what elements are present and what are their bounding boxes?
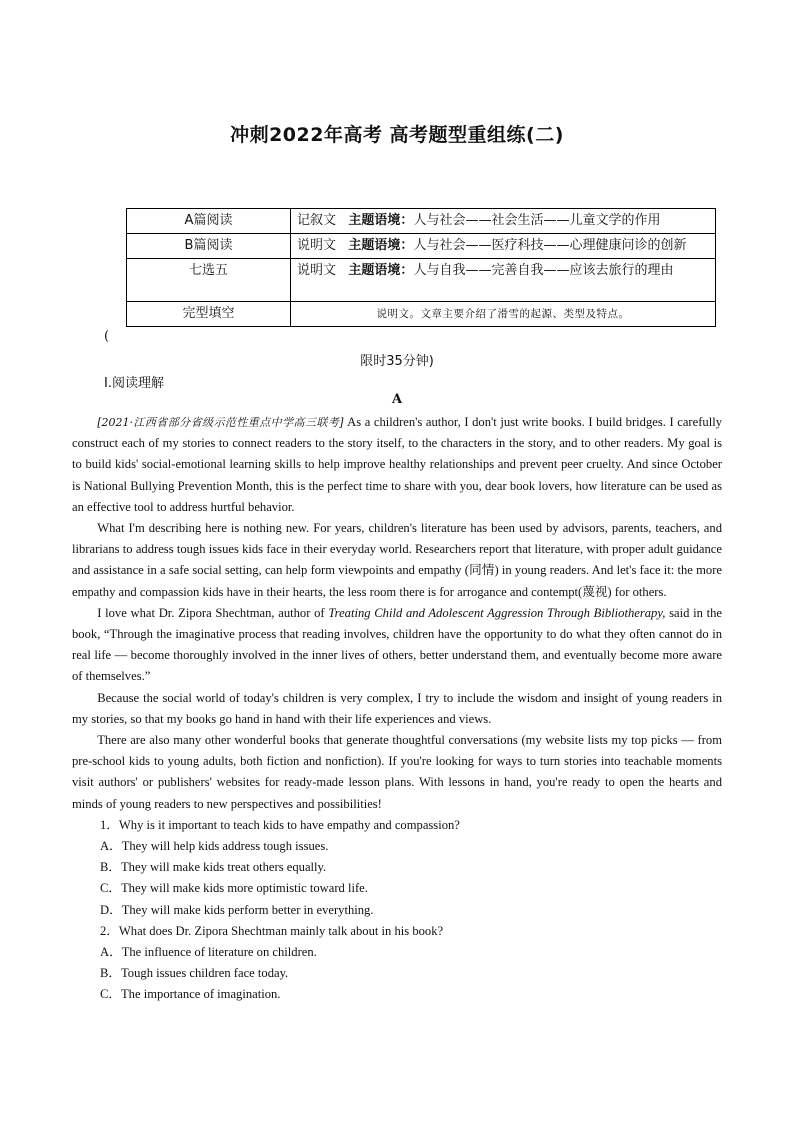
passage-letter: A xyxy=(391,392,403,407)
theme: 人与自我——完善自我——应该去旅行的理由 xyxy=(413,263,674,278)
passage-name: 七选五 xyxy=(127,259,291,302)
page-title: 冲刺2022年高考 高考题型重组练(二) xyxy=(230,124,564,146)
genre: 记叙文 xyxy=(297,213,337,228)
passage-note: 说明文。文章主要介绍了滑雪的起源、类型及特点。 xyxy=(376,308,630,320)
theme-label: 主题语境： xyxy=(348,238,414,253)
passage-overview-table xyxy=(126,208,716,327)
answer-option: B．Tough issues children face today. xyxy=(100,966,289,981)
answer-option: C．They will make kids more optimistic toward life. xyxy=(100,881,368,896)
answer-option: C．The importance of imagination. xyxy=(100,987,281,1002)
theme-label: 主题语境： xyxy=(348,213,414,228)
paragraph: [2021·江西省部分省级示范性重点中学高三联考] As a children's author, I don't just write books. I build bridges. I carefully construct each of my stories to connect readers to the story itself, to the characters in the story, and to other readers. My goal is to build kids' social-emotional learning skills to help improve healthy relationships and prevent peer cruelty. And since October is National Bullying Prevention Month, this is the perfect time to share with you, dear book lovers, how literature can be used as an effective tool to address hurtful behavior. xyxy=(72,415,722,514)
section-heading: Ⅰ.阅读理解 xyxy=(104,376,164,391)
question-stem: 1．Why is it important to teach kids to have empathy and compassion? xyxy=(100,817,460,832)
table-row xyxy=(127,234,716,259)
passage-name: B篇阅读 xyxy=(127,234,291,259)
theme: 人与社会——医疗科技——心理健康问诊的创新 xyxy=(413,238,687,253)
genre: 说明文 xyxy=(297,263,337,278)
passage-source: [2021·江西省部分省级示范性重点中学高三联考] xyxy=(97,416,344,429)
open-paren: ( xyxy=(104,329,110,344)
theme: 人与社会——社会生活——儿童文学的作用 xyxy=(413,213,661,228)
paragraph: What I'm describing here is nothing new. For years, children's literature has been used by advisors, parents, teachers, and librarians to address tough issues kids face in their everyday world. Researchers report that literature, with proper adult guidance and assistance in a safe social setting, can help form viewpoints and empathy (同情) in young readers. And let's face it: the more empathy and compassion kids have in their hearts, the less room there is for arrogance and contempt(蔑视) for others. xyxy=(72,521,722,599)
answer-option: A．The influence of literature on children. xyxy=(100,945,317,960)
passage-description xyxy=(291,302,716,327)
answer-option: A．They will help kids address tough issues. xyxy=(100,839,329,854)
book-title: Treating Child and Adolescent Aggression Through Bibliotherapy, xyxy=(328,605,666,620)
passage-description xyxy=(291,234,716,259)
answer-option: B．They will make kids treat others equally. xyxy=(100,860,327,875)
question-stem: 2．What does Dr. Zipora Shechtman mainly talk about in his book? xyxy=(100,923,444,938)
paragraph: I love what Dr. Zipora Shechtman, author of Treating Child and Adolescent Aggression Through Bibliotherapy, said in the book, “Through the imaginative process that reading involves, children have the opportunity to do what they often cannot do in real life — become thoroughly involved in the inner lives of others, better understand them, and eventually become more aware of themselves.” xyxy=(72,605,722,684)
time-limit: 限时35分钟) xyxy=(360,354,434,369)
table-row xyxy=(127,302,716,327)
genre: 说明文 xyxy=(297,238,337,253)
passage-name: A篇阅读 xyxy=(127,209,291,234)
passage-description xyxy=(291,259,716,302)
paragraph: There are also many other wonderful books that generate thoughtful conversations (my website lists my top picks — from pre-school kids to young adults, both fiction and nonfiction). If you're looking for ways to turn stories into teachable moments visit authors' or publishers' websites for ready-made lesson plans. With lessons in hand, you're ready to open the hearts and minds of young readers to new perspectives and possibilities! xyxy=(72,733,722,811)
table-row xyxy=(127,259,716,302)
paragraph: Because the social world of today's children is very complex, I try to include the wisdom and insight of young readers in my stories, so that my books go hand in hand with their life experiences and views. xyxy=(72,690,722,726)
answer-option: D．They will make kids perform better in everything. xyxy=(100,902,374,917)
table-row xyxy=(127,209,716,234)
passage-description xyxy=(291,209,716,234)
passage-body xyxy=(72,412,722,1006)
passage-name: 完型填空 xyxy=(127,302,291,327)
theme-label: 主题语境： xyxy=(348,263,414,278)
